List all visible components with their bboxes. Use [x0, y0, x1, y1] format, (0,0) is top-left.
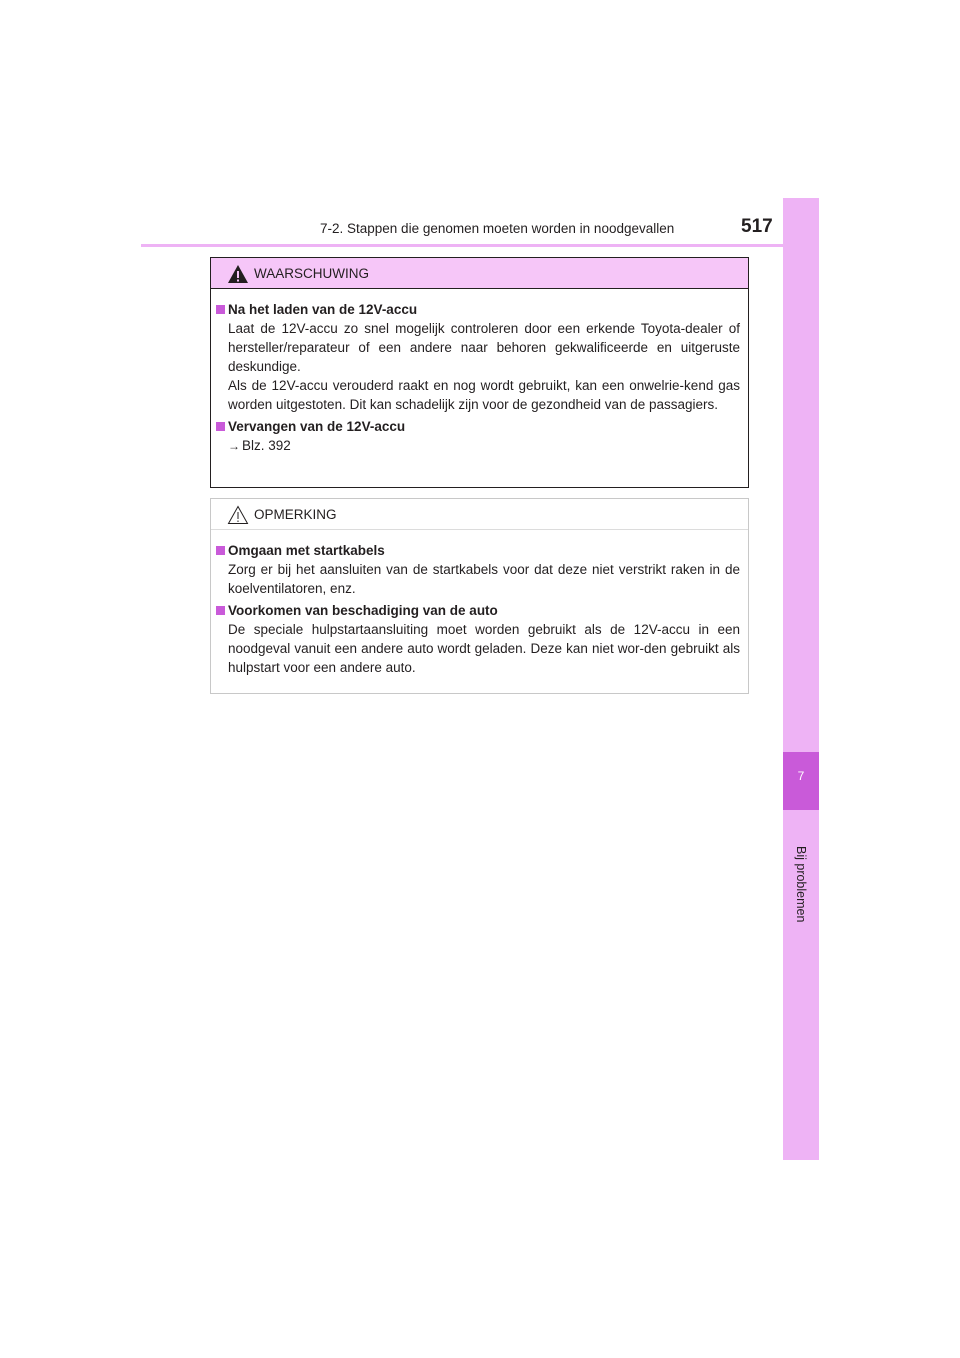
- notice-box: [210, 498, 749, 694]
- section-title: 7-2. Stappen die genomen moeten worden in noodgevallen: [320, 221, 675, 236]
- notice-item: [215, 541, 740, 598]
- warning-box: [210, 257, 749, 488]
- square-bullet-icon: [216, 606, 225, 615]
- notice-item-title: Omgaan met startkabels: [215, 541, 740, 560]
- warning-triangle-icon: [227, 264, 249, 284]
- chapter-label: Bij problemen: [794, 846, 808, 923]
- square-bullet-icon: [216, 422, 225, 431]
- notice-item-text: [215, 560, 740, 598]
- notice-item-text: [215, 620, 740, 677]
- paragraph: Laat de 12V-accu zo snel mogelijk controleren door een erkende Toyota-dealer of hersteller/reparateur of een andere naar behoren gekwalificeerde en uitgeruste deskundige.: [228, 321, 740, 374]
- square-bullet-icon: [216, 305, 225, 314]
- paragraph: Als de 12V-accu verouderd raakt en nog wordt gebruikt, kan een onwelrie-kend gas worden uitgestoten. Dit kan schadelijk zijn voor de gezondheid van de passagiers.: [228, 378, 740, 412]
- notice-item-title: Voorkomen van beschadiging van de auto: [215, 601, 740, 620]
- paragraph: Zorg er bij het aansluiten van de startkabels voor dat deze niet verstrikt raken in de koelventilatoren, enz.: [228, 562, 740, 596]
- notice-item: [215, 601, 740, 677]
- warning-item: [215, 300, 740, 414]
- notice-body: [211, 530, 748, 677]
- paragraph: De speciale hulpstartaansluiting moet worden gebruikt als de 12V-accu in een noodgeval vanuit een andere auto wordt geladen. Deze kan niet wor-den gebruikt als hulpstart voor een andere auto.: [228, 622, 740, 675]
- arrow-right-icon: →: [228, 439, 240, 453]
- warning-heading: WAARSCHUWING: [254, 266, 369, 281]
- chapter-number: 7: [797, 769, 805, 783]
- header-rule: [141, 244, 819, 247]
- page-reference-text: Blz. 392: [242, 438, 291, 453]
- warning-item: [215, 417, 740, 456]
- warning-box-header: [211, 258, 748, 289]
- warning-item-text: [215, 319, 740, 414]
- notice-heading: OPMERKING: [254, 507, 337, 522]
- square-bullet-icon: [216, 546, 225, 555]
- warning-item-title: Vervangen van de 12V-accu: [215, 417, 740, 436]
- warning-item-title: Na het laden van de 12V-accu: [215, 300, 740, 319]
- page-reference[interactable]: [215, 436, 740, 456]
- warning-body: [211, 289, 748, 456]
- side-tab: [783, 198, 819, 1160]
- page-number: 517: [741, 216, 773, 237]
- notice-box-header: [211, 499, 748, 530]
- caution-triangle-icon: [227, 505, 249, 525]
